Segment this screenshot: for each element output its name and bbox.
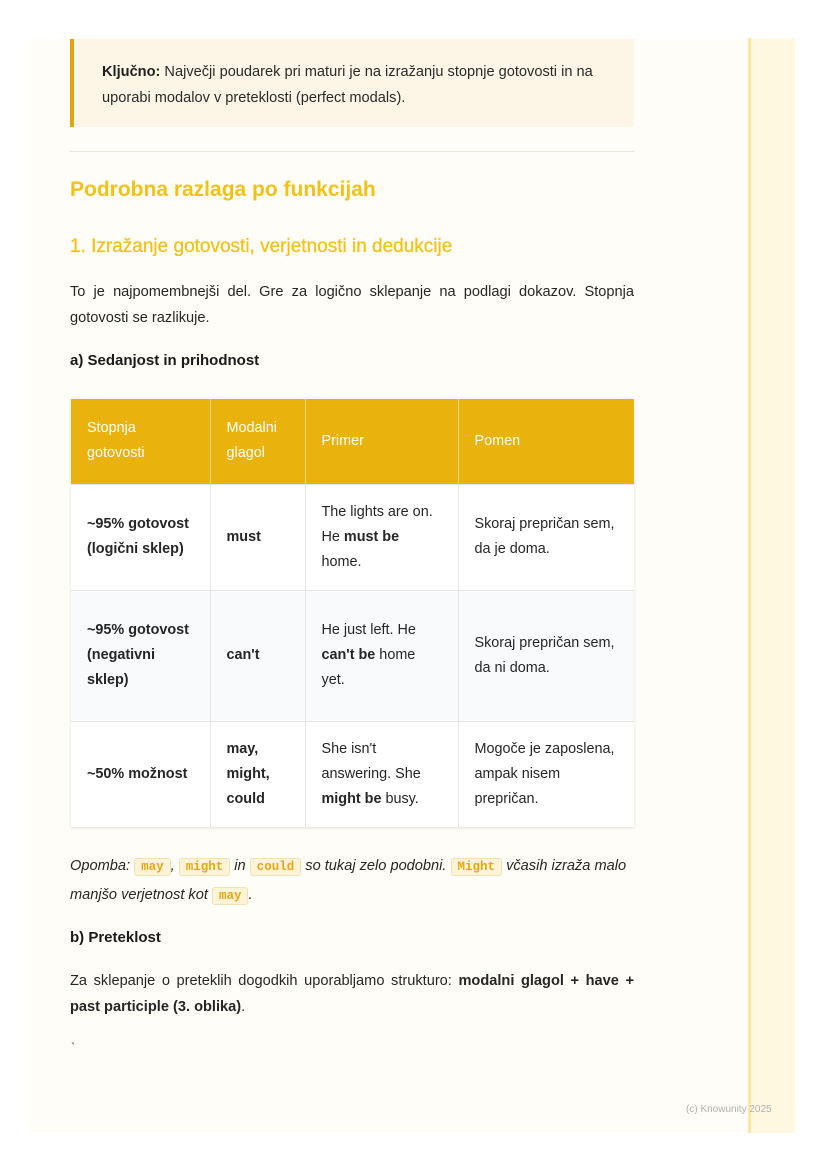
cell-example [305, 590, 458, 721]
note-text: in [230, 858, 250, 874]
section-1-title: 1. Izražanje gotovosti, verjetnosti in dedukcije [70, 236, 453, 257]
past-structure-bold: modalni glagol + have + past participle (3. oblika) [70, 973, 634, 1015]
past-text: Za sklepanje o preteklih dogodkih uporabljamo strukturo: [70, 973, 459, 989]
table-row [71, 590, 634, 721]
code-could: could [250, 858, 302, 876]
header-example: Primer [305, 399, 458, 484]
example-bold: must be [343, 528, 400, 545]
past-text: . [241, 999, 246, 1015]
note-text: , [170, 858, 179, 874]
cell-degree: ~50% možnost [71, 721, 210, 827]
key-callout [70, 39, 634, 127]
example-text: The lights are on. He [321, 503, 433, 545]
table-row [71, 484, 634, 590]
cell-example [305, 721, 458, 827]
example-bold: might be [321, 790, 382, 807]
past-structure-paragraph [70, 968, 634, 1020]
note-text: so tukaj zelo podobni. [301, 858, 451, 874]
header-meaning: Pomen [458, 399, 634, 484]
note-text: včasih izraža malo manjšo verjetnost kot [70, 858, 627, 903]
example-text: home yet. [321, 647, 416, 688]
cell-meaning: Skoraj prepričan sem, da je doma. [458, 484, 634, 590]
callout-lead: Ključno: [102, 64, 161, 80]
note-text: Opomba: [70, 858, 135, 874]
example-text: home. [321, 553, 362, 570]
section-1-intro: To je najpomembnejši del. Gre za logično sklepanje na podlagi dokazov. Stopnja gotovosti se razlikuje. [70, 284, 634, 326]
table-row [71, 721, 634, 827]
example-text: He just left. He [321, 622, 416, 638]
cell-modal: must [210, 484, 305, 590]
example-bold: can't be [321, 647, 376, 663]
callout-text: Največji poudarek pri maturi je na izražanju stopnje gotovosti in na uporabi modalov v preteklosti (perfect modals). [102, 64, 593, 106]
code-may-2: may [212, 887, 249, 905]
subtitle-past: b) Preteklost [70, 929, 161, 946]
cell-example [305, 484, 458, 590]
cell-degree: ~95% gotovost (logični sklep) [71, 484, 210, 590]
note-text: . [248, 887, 253, 903]
header-degree: Stopnja gotovosti [71, 399, 210, 484]
modal-certainty-table [71, 399, 634, 827]
code-may: may [134, 858, 171, 876]
note-paragraph [70, 852, 636, 910]
example-text: She isn't answering. She [321, 740, 421, 782]
cell-meaning: Skoraj prepričan sem, da ni doma. [458, 590, 634, 721]
example-text: busy. [381, 790, 419, 807]
cell-degree: ~95% gotovost (negativni sklep) [71, 590, 210, 721]
code-might: might [179, 858, 231, 876]
cell-modal: may, might, could [210, 721, 305, 827]
code-might-cap: Might [451, 858, 503, 876]
header-modal: Modalni glagol [210, 399, 305, 484]
stray-backtick: ` [71, 1040, 76, 1055]
divider [70, 151, 634, 152]
cell-modal: can't [210, 590, 305, 721]
right-margin-band [748, 38, 795, 1133]
cell-meaning: Mogoče je zaposlena, ampak nisem prepričan. [458, 721, 634, 827]
subtitle-present-future: a) Sedanjost in prihodnost [70, 352, 260, 369]
table-header-row [71, 399, 634, 484]
main-heading: Podrobna razlaga po funkcijah [70, 178, 376, 201]
copyright-footer: (c) Knowunity 2025 [686, 1104, 772, 1115]
